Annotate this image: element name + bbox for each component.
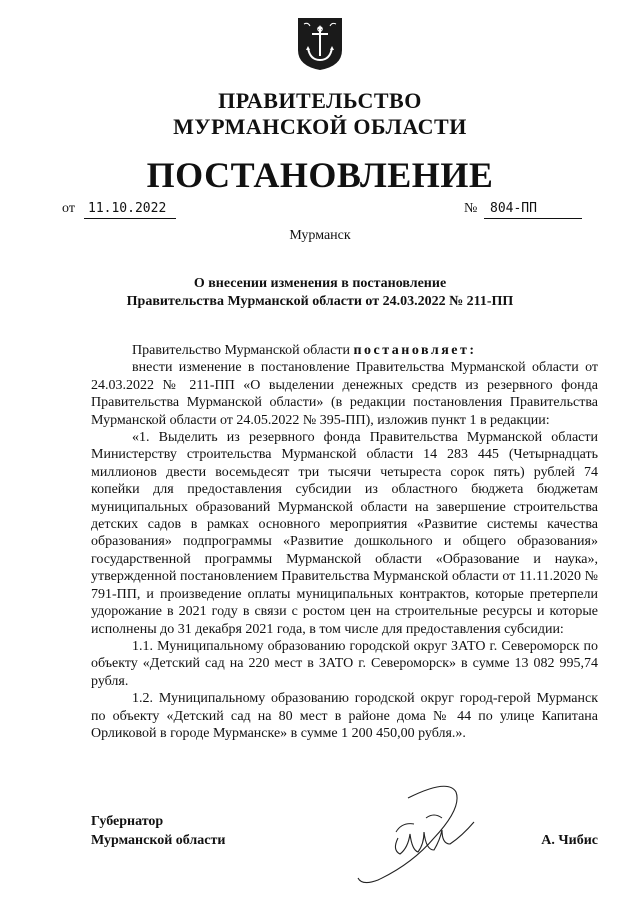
government-title-line2: МУРМАНСКОЙ ОБЛАСТИ (173, 114, 467, 139)
signatory-name: А. Чибис (541, 833, 598, 848)
document-type-heading: ПОСТАНОВЛЕНИЕ (146, 155, 494, 195)
signatory-title-line2: Мурманской области (91, 833, 226, 848)
body-paragraph-2: «1. Выделить из резервного фонда Правительства Мурманской области Министерству строительства Мурманской области 14 283 445 (Четырнадцать миллионов двести восемьдесят три тысячи четыреста сорок пять) рублей 74 копейки для предоставления субсидии из областного бюджета бюджетам муниципальных образований Мурманской области на завершение строительства детских садов в рамках основного мероприятия «Развитие системы качества образования» подпрограммы «Развитие дошкольного и общего образования» государственной программы Мурманской области «Образование и наука», утвержденной постановлением Правительства Мурманской области от 11.11.2020 № 791-ПП, и произведение оплаты муниципальных контрактов, которые претерпели удорожание в 2021 году в связи с ростом цен на строительные ресурсы и которые исполнены до 31 декабря 2021 года, в том числе для предоставления субсидии: (91, 430, 598, 637)
body-paragraph-decree (91, 342, 598, 359)
body-paragraph-4: 1.2. Муниципальному образованию городской округ город-герой Мурманск по объекту «Детский сад на 80 мест в районе дома № 44 по улице Капитана Орликовой в городе Мурманске» в сумме 1 200 450,00 рубля.». (91, 691, 598, 741)
body-paragraph-3: 1.1. Муниципальному образованию городской округ ЗАТО г. Североморск по объекту «Детский сад на 220 мест в ЗАТО г. Североморск» в сумме 13 082 995,74 рубля. (91, 638, 598, 689)
date-label: от (62, 201, 75, 216)
government-title-line1: ПРАВИТЕЛЬСТВО (218, 88, 422, 113)
handwritten-signature-icon (338, 778, 488, 888)
document-number: 804-ПП (484, 200, 582, 219)
document-body (91, 342, 598, 742)
document-date: 11.10.2022 (84, 200, 176, 219)
murmansk-coat-of-arms-icon (296, 16, 344, 72)
city-name: Мурманск (289, 228, 351, 243)
signatory-title (91, 812, 225, 850)
decree-verb: постановляет: (353, 343, 477, 358)
number-label: № (464, 201, 478, 216)
subject-line1: О внесении изменения в постановление (193, 276, 447, 291)
subject-line2: Правительства Мурманской области от 24.03.2022 № 211-ПП (126, 294, 514, 309)
decree-lead: Правительство Мурманской области (132, 343, 350, 358)
signatory-title-line1: Губернатор (91, 814, 164, 829)
body-paragraph-1: внести изменение в постановление Правительства Мурманской области от 24.03.2022 № 211-ПП «О выделении денежных средств из резервного фонда Правительства Мурманской области» (в редакции постановления Правительства Мурманской области от 24.05.2022 № 395-ПП), изложив пункт 1 в редакции: (91, 360, 598, 428)
